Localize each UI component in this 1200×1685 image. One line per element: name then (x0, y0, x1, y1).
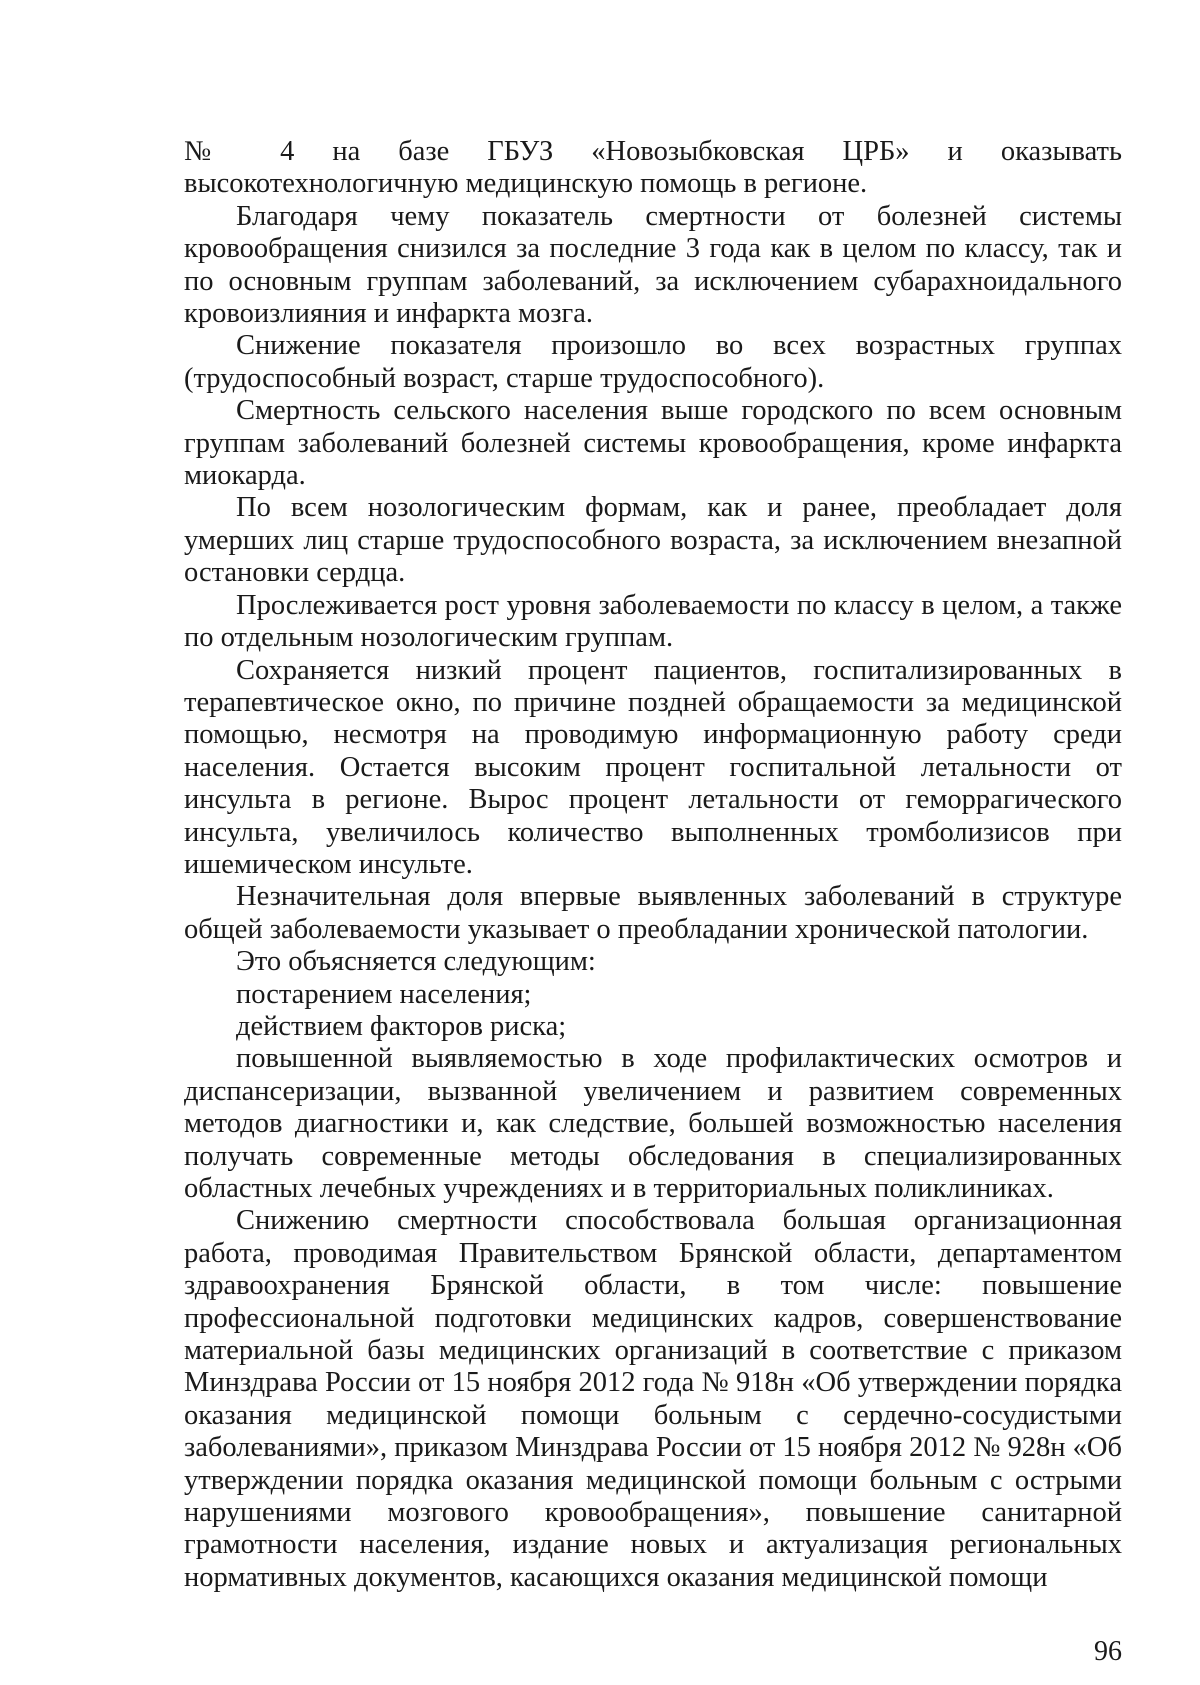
paragraph: Сохраняется низкий процент пациентов, госпитализированных в терапевтическое окно, по причине поздней обращаемости за медицинской помощью, несмотря на проводимую информационную работу среди населения. Остается высоким процент госпитальной летальности от инсульта в регионе. Вырос процент летальности от геморрагического инсульта, увеличилось количество выполненных тромболизисов при ишемическом инсульте. (184, 654, 1122, 880)
document-body (184, 136, 1122, 1594)
list-item: повышенной выявляемостью в ходе профилактических осмотров и диспансеризации, вызванной увеличением и развитием современных методов диагностики и, как следствие, большей возможностью населения получать современные методы обследования в специализированных областных лечебных учреждениях и в территориальных поликлиниках. (184, 1043, 1122, 1204)
list-item: действием факторов риска; (236, 1010, 567, 1042)
paragraph: Прослеживается рост уровня заболеваемости по классу в целом, а также по отдельным нозологическим группам. (184, 589, 1122, 654)
paragraph: № 4 на базе ГБУЗ «Новозыбковская ЦРБ» и оказывать высокотехнологичную медицинскую помощь в регионе. (184, 136, 1122, 200)
paragraph: По всем нозологическим формам, как и ранее, преобладает доля умерших лиц старше трудоспособного возраста, за исключением внезапной остановки сердца. (184, 492, 1122, 589)
paragraph: Смертность сельского населения выше городского по всем основным группам заболеваний болезней системы кровообращения, кроме инфаркта миокарда. (184, 395, 1122, 492)
page-number: 96 (1094, 1636, 1122, 1667)
paragraph: Благодаря чему показатель смертности от болезней системы кровообращения снизился за последние 3 года как в целом по классу, так и по основным группам заболеваний, за исключением субарахноидального кровоизлияния и инфаркта мозга. (184, 200, 1122, 330)
paragraph: Незначительная доля впервые выявленных заболеваний в структуре общей заболеваемости указывает о преобладании хронической патологии. (184, 881, 1122, 945)
list-intro: Это объясняется следующим: (236, 946, 596, 978)
list-item: постарением населения; (236, 978, 532, 1010)
paragraph: Снижение показателя произошло во всех возрастных группах (трудоспособный возраст, старше трудоспособного). (184, 330, 1122, 394)
paragraph: Снижению смертности способствовала большая организационная работа, проводимая Правительством Брянской области, департаментом здравоохранения Брянской области, в том числе: повышение профессиональной подготовки медицинских кадров, совершенствование материальной базы медицинских организаций в соответствие с приказом Минздрава России от 15 ноября 2012 года № 918н «Об утверждении порядка оказания медицинской помощи больным с сердечно-сосудистыми заболеваниями», приказом Минздрава России от 15 ноября 2012 № 928н «Об утверждении порядка оказания медицинской помощи больным с острыми нарушениями мозгового кровообращения», повышение санитарной грамотности населения, издание новых и актуализация региональных нормативных документов, касающихся оказания медицинской помощи (184, 1205, 1122, 1593)
